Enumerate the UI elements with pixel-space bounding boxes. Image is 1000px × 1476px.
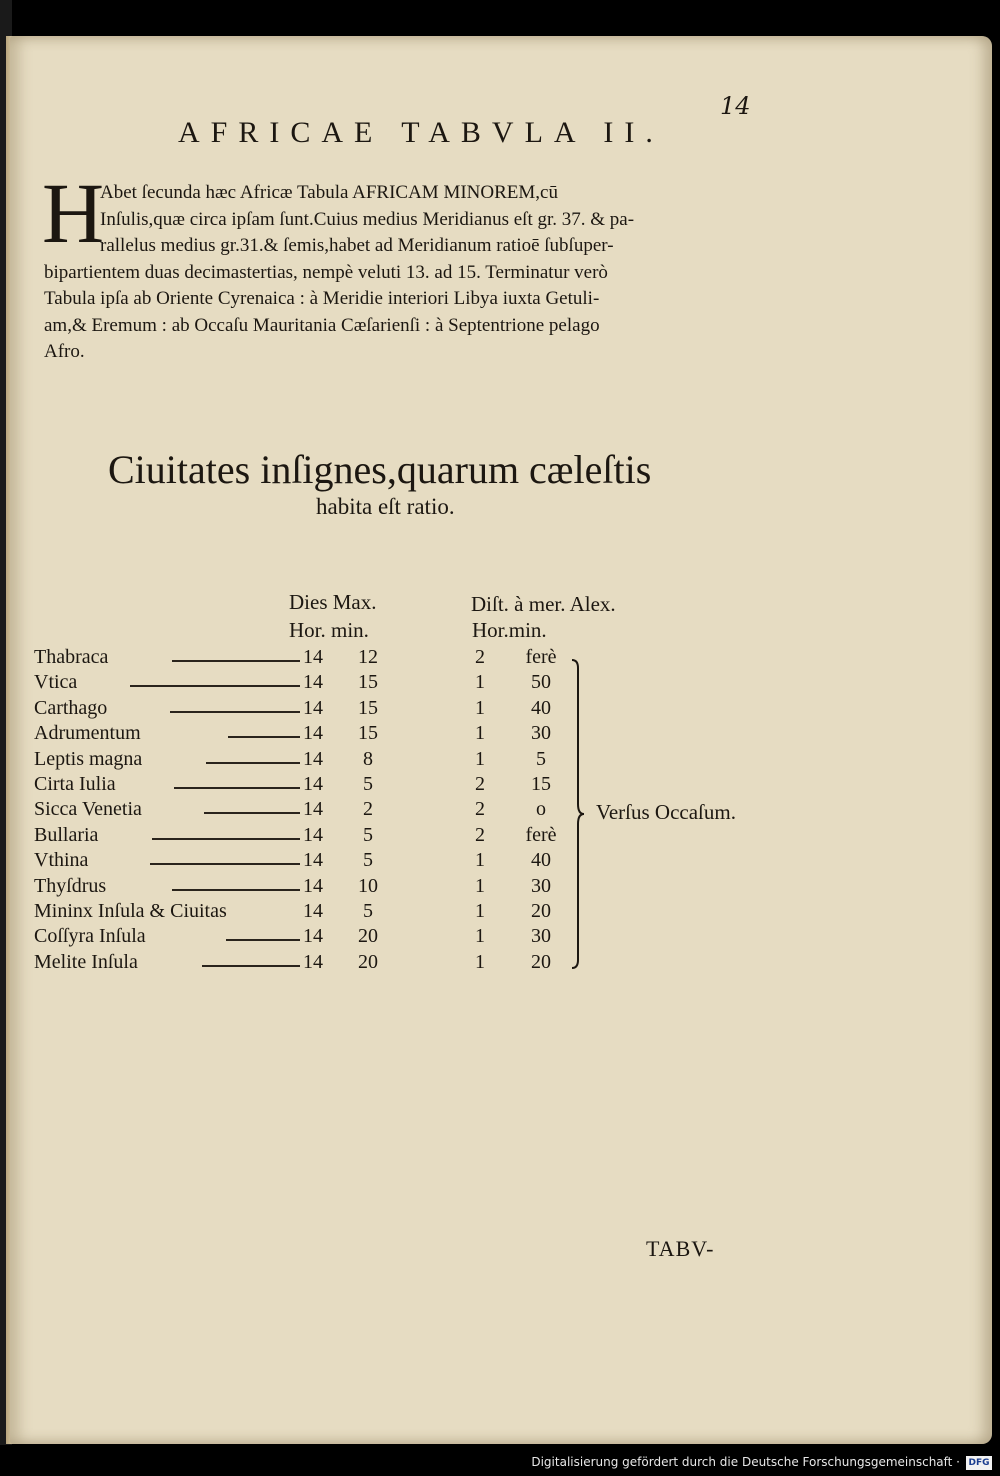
leader-line — [204, 812, 300, 814]
running-head: AFRICAE TABVLA II. — [178, 116, 664, 149]
table-row — [34, 748, 594, 774]
day-max-hours: 14 — [303, 900, 323, 922]
table-row — [34, 925, 594, 951]
distance-hours: 1 — [475, 696, 485, 719]
day-max-minutes: 8 — [363, 747, 373, 770]
city-name: Thyſdrus — [34, 874, 107, 897]
table-row — [34, 798, 594, 824]
city-name: Thabraca — [34, 646, 109, 668]
paragraph-line: rallelus medius gr.31.& ſemis,habet ad Meridianum ratioē ſubſuper- — [100, 235, 614, 256]
paragraph-line: Abet ſecunda hæc Africæ Tabula AFRICAM MINOREM,cū — [100, 182, 558, 203]
day-max-hours: 14 — [303, 747, 323, 770]
distance-hours: 1 — [475, 950, 485, 973]
day-max-hours: 14 — [303, 950, 323, 973]
leader-line — [172, 889, 300, 891]
table-row — [34, 951, 594, 977]
day-max-hours: 14 — [303, 696, 323, 719]
paragraph-line: bipartientem duas decimastertias, nempè veluti 13. ad 15. Terminatur verò — [44, 261, 608, 283]
distance-minutes: 40 — [531, 849, 551, 872]
day-max-minutes: 5 — [363, 823, 373, 846]
paragraph-line: Tabula ipſa ab Oriente Cyrenaica : à Meridie interiori Libya iuxta Getuli- — [44, 288, 600, 309]
day-max-minutes: 15 — [358, 671, 378, 694]
city-name: Sicca Venetia — [34, 798, 142, 821]
distance-minutes: 20 — [531, 900, 551, 922]
brace-label: Verſus Occaſum. — [596, 800, 736, 824]
dfg-logo: DFG — [966, 1456, 992, 1470]
leader-line — [130, 685, 300, 687]
day-max-minutes: 15 — [358, 722, 378, 745]
distance-minutes: 50 — [531, 671, 551, 694]
table-row — [34, 773, 594, 799]
brace-bracket — [570, 658, 584, 970]
distance-hours: 1 — [475, 925, 485, 948]
leader-line — [202, 965, 300, 967]
distance-hours: 2 — [475, 773, 485, 795]
footer-bar — [0, 1452, 1000, 1476]
distance-minutes: 20 — [531, 950, 551, 973]
column-sub-hor-min: Hor. min. — [289, 618, 369, 642]
distance-hours: 1 — [475, 747, 485, 770]
day-max-minutes: 12 — [358, 646, 378, 668]
city-name: Vtica — [34, 671, 78, 694]
leader-line — [152, 838, 300, 840]
distance-minutes: ferè — [525, 646, 557, 668]
day-max-minutes: 2 — [363, 798, 373, 821]
day-max-minutes: 10 — [358, 874, 378, 897]
day-max-hours: 14 — [303, 722, 323, 745]
city-name: Carthago — [34, 696, 108, 719]
paragraph-line: am,& Eremum : ab Occaſu Mauritania Cæſarienſi : à Septentrione pelago — [44, 314, 600, 336]
folio-number: 14 — [720, 92, 751, 120]
distance-minutes: 5 — [536, 747, 546, 770]
distance-hours: 1 — [475, 900, 485, 922]
leader-line — [174, 787, 300, 789]
distance-hours: 1 — [475, 722, 485, 745]
section-heading: Ciuitates inſignes,quarum cæleſtis — [108, 447, 652, 492]
day-max-minutes: 5 — [363, 849, 373, 872]
paragraph-line: Inſulis,quæ circa ipſam ſunt.Cuius medius Meridianus eſt gr. 37. & pa- — [100, 208, 635, 230]
table-row — [34, 671, 594, 697]
table-row — [34, 849, 594, 875]
city-name: Vthina — [34, 849, 89, 872]
table-row — [34, 697, 594, 723]
leader-line — [170, 711, 300, 713]
distance-minutes: 30 — [531, 874, 551, 897]
city-name: Coſſyra Inſula — [34, 925, 146, 948]
city-name: Leptis magna — [34, 747, 143, 770]
section-subheading: habita eſt ratio. — [316, 494, 455, 519]
table-row — [34, 722, 594, 748]
paragraph-line: Afro. — [44, 341, 85, 362]
day-max-hours: 14 — [303, 773, 323, 795]
leader-line — [226, 939, 300, 941]
table-row — [34, 875, 594, 901]
day-max-hours: 14 — [303, 798, 323, 821]
table-row — [34, 900, 594, 926]
day-max-minutes: 20 — [358, 950, 378, 973]
city-name: Adrumentum — [34, 722, 141, 745]
day-max-hours: 14 — [303, 646, 323, 668]
city-name: Mininx Inſula & Ciuitas — [34, 900, 227, 922]
day-max-hours: 14 — [303, 671, 323, 694]
distance-minutes: ferè — [525, 823, 557, 846]
leader-line — [172, 660, 300, 662]
day-max-hours: 14 — [303, 925, 323, 948]
distance-minutes: 40 — [531, 696, 551, 719]
distance-hours: 1 — [475, 671, 485, 694]
day-max-minutes: 5 — [363, 773, 373, 795]
city-name: Cirta Iulia — [34, 773, 116, 795]
distance-hours: 1 — [475, 874, 485, 897]
distance-hours: 2 — [475, 646, 485, 668]
leader-line — [206, 762, 300, 764]
distance-minutes: 30 — [531, 925, 551, 948]
day-max-minutes: 5 — [363, 900, 373, 922]
table-row — [34, 646, 594, 672]
column-sub-hor-min-2: Hor.min. — [472, 618, 547, 642]
distance-hours: 2 — [475, 798, 485, 821]
distance-hours: 1 — [475, 849, 485, 872]
leader-line — [228, 736, 300, 738]
distance-minutes: 30 — [531, 722, 551, 745]
column-group-days-max: Dies Max. — [289, 590, 377, 614]
table-row — [34, 824, 594, 850]
intro-paragraph — [44, 180, 774, 366]
day-max-hours: 14 — [303, 849, 323, 872]
day-max-hours: 14 — [303, 823, 323, 846]
footer-credit: Digitalisierung gefördert durch die Deutsche Forschungsgemeinschaft · — [531, 1455, 960, 1469]
distance-minutes: 15 — [531, 773, 551, 795]
day-max-minutes: 15 — [358, 696, 378, 719]
day-max-minutes: 20 — [358, 925, 378, 948]
catchword: TABV- — [646, 1236, 715, 1261]
city-name: Melite Inſula — [34, 950, 138, 973]
city-name: Bullaria — [34, 823, 99, 846]
drop-capital: H — [42, 165, 105, 261]
distance-hours: 2 — [475, 823, 485, 846]
day-max-hours: 14 — [303, 874, 323, 897]
column-group-distance: Diſt. à mer. Alex. — [471, 592, 616, 616]
leader-line — [150, 863, 300, 865]
distance-minutes: o — [536, 798, 546, 821]
